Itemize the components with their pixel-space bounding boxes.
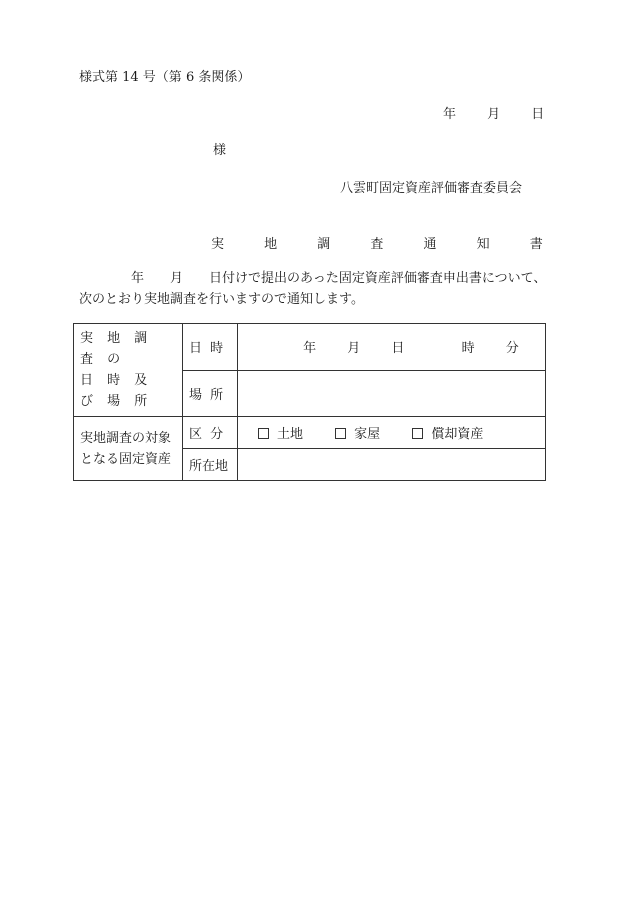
dt-month: 月 xyxy=(347,341,361,357)
survey-table xyxy=(73,323,546,481)
body-text xyxy=(79,268,549,310)
target-group-label xyxy=(74,417,183,481)
checkbox-icon[interactable] xyxy=(335,428,346,439)
body-month: 月 xyxy=(170,271,184,286)
date-month: 月 xyxy=(487,107,501,122)
category-label: 区 分 xyxy=(183,417,238,449)
date-day: 日 xyxy=(531,107,545,122)
dt-year: 年 xyxy=(303,341,317,357)
recipient-suffix: 様 xyxy=(213,143,227,158)
category-options xyxy=(238,417,546,449)
place-value[interactable] xyxy=(238,370,546,417)
table-row xyxy=(74,324,546,371)
schedule-group-line2: 日 時 及 び 場 所 xyxy=(80,373,153,409)
date-line xyxy=(443,103,544,122)
option-depreciable[interactable] xyxy=(412,423,483,442)
dt-hour: 時 xyxy=(461,341,475,357)
document-title: 実 地 調 査 通 知 書 xyxy=(211,237,561,252)
table-row xyxy=(74,417,546,449)
body-year: 年 xyxy=(131,271,145,286)
target-group-line1: 実地調査の対象 xyxy=(80,430,172,446)
schedule-group-line1: 実 地 調 査 の xyxy=(80,331,153,367)
issuer-name: 八雲町固定資産評価審査委員会 xyxy=(340,181,523,196)
option-land-label: 土地 xyxy=(277,427,304,442)
place-label: 場 所 xyxy=(183,370,238,417)
body-text-main: 日付けで提出のあった固定資産評価審査申出書について、次のとおり実地調査を行いますので通知します。 xyxy=(79,271,547,307)
datetime-label: 日 時 xyxy=(183,324,238,371)
location-label: 所在地 xyxy=(183,449,238,481)
dt-day: 日 xyxy=(391,341,405,357)
option-land[interactable] xyxy=(258,423,303,442)
target-group-line2: となる固定資産 xyxy=(80,451,172,467)
option-depreciable-label: 償却資産 xyxy=(431,427,484,442)
option-house[interactable] xyxy=(335,423,380,442)
datetime-value[interactable] xyxy=(238,324,546,371)
date-year: 年 xyxy=(443,107,457,122)
checkbox-icon[interactable] xyxy=(412,428,423,439)
schedule-group-label xyxy=(74,324,183,417)
form-number: 様式第 14 号（第 6 条関係） xyxy=(79,70,251,85)
location-value[interactable] xyxy=(238,449,546,481)
checkbox-icon[interactable] xyxy=(258,428,269,439)
dt-minute: 分 xyxy=(505,341,519,357)
option-house-label: 家屋 xyxy=(354,427,381,442)
